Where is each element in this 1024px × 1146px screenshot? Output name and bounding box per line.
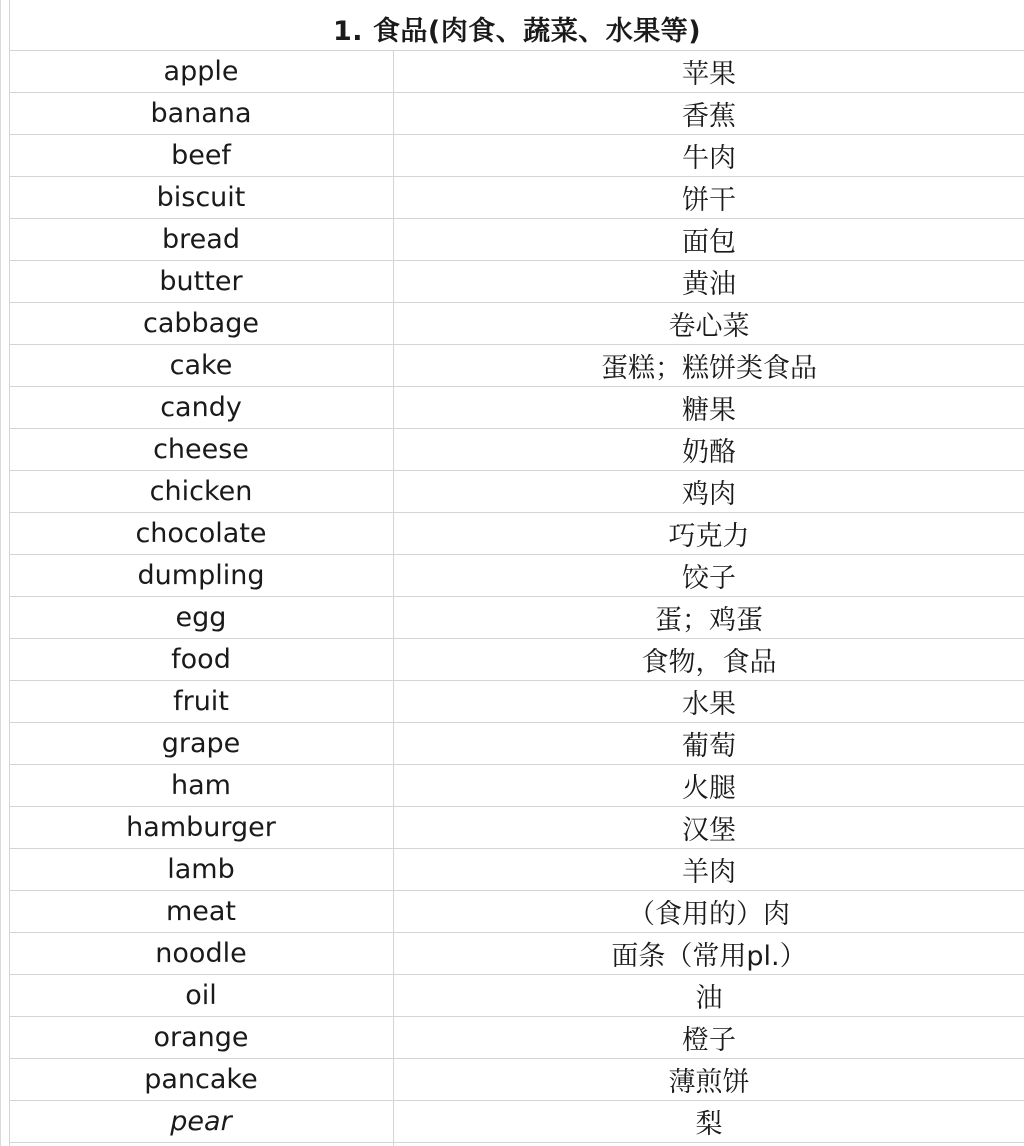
chinese-meaning-cell[interactable]: 薄煎饼 — [668, 1067, 750, 1098]
section-title[interactable]: 1. 食品(肉食、蔬菜、水果等) — [9, 6, 1024, 51]
table-row — [9, 849, 1024, 891]
chinese-meaning-cell[interactable]: 蛋糕；糕饼类食品 — [601, 353, 817, 384]
english-word-cell[interactable]: lamb — [167, 854, 235, 885]
english-word-cell[interactable]: biscuit — [156, 182, 246, 213]
english-word-cell[interactable]: chicken — [149, 476, 253, 507]
table-row — [9, 681, 1024, 723]
chinese-meaning-cell[interactable]: 葡萄 — [682, 731, 736, 762]
chinese-meaning-cell[interactable]: 汉堡 — [682, 815, 736, 846]
table-row — [9, 177, 1024, 219]
english-word-cell[interactable]: bread — [162, 224, 240, 255]
chinese-meaning-cell[interactable]: 食物，食品 — [641, 647, 777, 678]
english-word-cell[interactable]: butter — [159, 266, 243, 297]
table-row — [9, 303, 1024, 345]
chinese-meaning-cell[interactable]: 饺子 — [682, 563, 736, 594]
chinese-meaning-cell[interactable]: 奶酪 — [682, 437, 736, 468]
table-row — [9, 1101, 1024, 1143]
english-word-cell[interactable]: orange — [153, 1022, 249, 1053]
english-word-cell[interactable]: chocolate — [135, 518, 267, 549]
table-row — [9, 471, 1024, 513]
english-word-cell[interactable]: ham — [171, 770, 231, 801]
english-word-cell[interactable]: cake — [169, 350, 233, 381]
table-row — [9, 933, 1024, 975]
english-word-cell[interactable]: cheese — [153, 434, 249, 465]
table-row — [9, 1059, 1024, 1101]
english-word-cell[interactable]: egg — [175, 602, 227, 633]
chinese-meaning-cell[interactable]: 牛肉 — [682, 143, 736, 174]
chinese-meaning-cell[interactable]: 巧克力 — [668, 521, 750, 552]
chinese-meaning-cell[interactable]: 梨 — [695, 1109, 723, 1140]
english-word-cell[interactable]: apple — [163, 56, 239, 87]
chinese-meaning-cell[interactable]: 面包 — [682, 227, 736, 258]
table-row — [9, 387, 1024, 429]
table-row — [9, 891, 1024, 933]
chinese-meaning-cell[interactable]: （食用的）肉 — [628, 899, 790, 930]
table-row — [9, 765, 1024, 807]
table-row — [9, 723, 1024, 765]
table-row — [9, 555, 1024, 597]
chinese-meaning-cell[interactable]: 羊肉 — [682, 857, 736, 888]
chinese-meaning-cell[interactable]: 黄油 — [682, 269, 736, 300]
chinese-meaning-cell[interactable]: 卷心菜 — [668, 311, 750, 342]
english-word-cell[interactable]: beef — [171, 140, 231, 171]
chinese-meaning-cell[interactable]: 香蕉 — [682, 101, 736, 132]
table-row — [9, 807, 1024, 849]
chinese-meaning-cell[interactable]: 面条（常用pl.） — [611, 941, 807, 972]
english-word-cell[interactable]: pancake — [144, 1064, 258, 1095]
chinese-meaning-cell[interactable]: 蛋；鸡蛋 — [655, 605, 763, 636]
english-word-cell[interactable]: dumpling — [137, 560, 265, 591]
table-row — [9, 219, 1024, 261]
chinese-meaning-cell[interactable]: 糖果 — [682, 395, 736, 426]
table-row — [9, 261, 1024, 303]
table-row — [9, 345, 1024, 387]
english-word-cell[interactable]: banana — [150, 98, 252, 129]
vocabulary-table — [9, 51, 1024, 1143]
table-row — [9, 975, 1024, 1017]
english-word-cell[interactable]: pear — [170, 1106, 232, 1137]
chinese-meaning-cell[interactable]: 油 — [695, 983, 723, 1014]
english-word-cell[interactable]: food — [171, 644, 231, 675]
chinese-meaning-cell[interactable]: 苹果 — [682, 59, 736, 90]
table-row — [9, 1017, 1024, 1059]
chinese-meaning-cell[interactable]: 鸡肉 — [682, 479, 736, 510]
english-word-cell[interactable]: noodle — [155, 938, 247, 969]
english-word-cell[interactable]: candy — [160, 392, 242, 423]
chinese-meaning-cell[interactable]: 水果 — [682, 689, 736, 720]
english-word-cell[interactable]: cabbage — [143, 308, 259, 339]
english-word-cell[interactable]: grape — [161, 728, 241, 759]
table-row — [9, 429, 1024, 471]
table-row — [9, 135, 1024, 177]
chinese-meaning-cell[interactable]: 橙子 — [682, 1025, 736, 1056]
table-row — [9, 51, 1024, 93]
table-row — [9, 93, 1024, 135]
english-word-cell[interactable]: fruit — [173, 686, 229, 717]
chinese-meaning-cell[interactable]: 火腿 — [682, 773, 736, 804]
chinese-meaning-cell[interactable]: 饼干 — [682, 185, 736, 216]
english-word-cell[interactable]: oil — [185, 980, 217, 1011]
english-word-cell[interactable]: meat — [165, 896, 237, 927]
table-row — [9, 597, 1024, 639]
english-word-cell[interactable]: hamburger — [126, 812, 276, 843]
table-row — [9, 639, 1024, 681]
table-row — [9, 513, 1024, 555]
